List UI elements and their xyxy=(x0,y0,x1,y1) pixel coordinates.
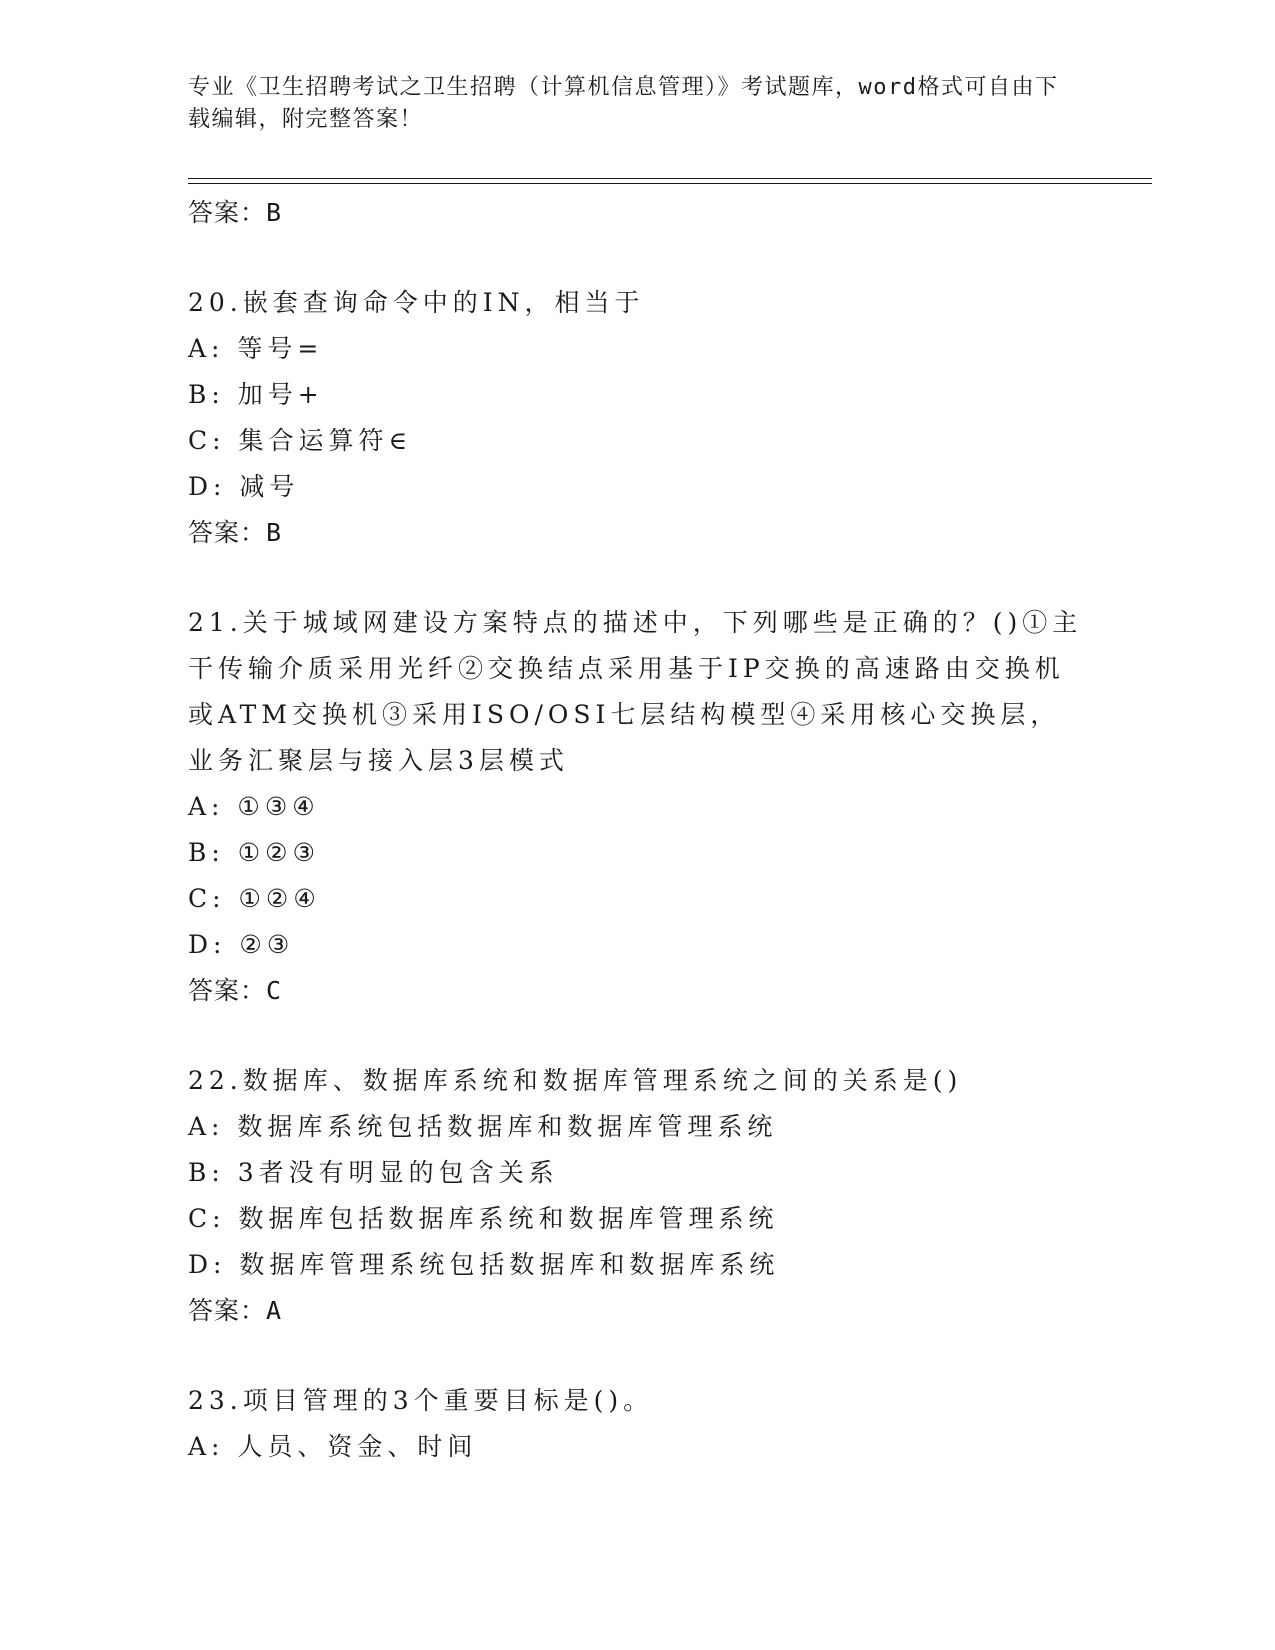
question-block xyxy=(188,1058,1088,1334)
question-text: 22.数据库、数据库系统和数据库管理系统之间的关系是() xyxy=(188,1066,963,1095)
question-text: 23.项目管理的3个重要目标是()。 xyxy=(188,1386,654,1415)
option-d: D: 数据库管理系统包括数据库和数据库系统 xyxy=(188,1250,780,1279)
answer-line xyxy=(188,190,1088,236)
option-a: A: 数据库系统包括数据库和数据库管理系统 xyxy=(188,1112,778,1141)
answer-value: B xyxy=(266,518,283,547)
answer-line xyxy=(188,1288,1088,1334)
option-b: B: 3者没有明显的包含关系 xyxy=(188,1158,559,1187)
option-c: C: 数据库包括数据库系统和数据库管理系统 xyxy=(188,1204,779,1233)
answer-line xyxy=(188,968,1088,1014)
option-b: B: 加号+ xyxy=(188,380,324,409)
option-c: C: ①②④ xyxy=(188,884,321,913)
question-list xyxy=(188,190,1088,1470)
option-d: D: 减号 xyxy=(188,472,300,501)
answer-value: A xyxy=(266,1296,283,1325)
option-b: B: ①②③ xyxy=(188,838,320,867)
question-block xyxy=(188,280,1088,556)
option-a: A: 等号= xyxy=(188,334,324,363)
answer-label: 答案： xyxy=(188,976,267,1005)
answer-value: C xyxy=(266,976,283,1005)
document-header: 专业《卫生招聘考试之卫生招聘（计算机信息管理）》考试题库，word格式可自由下载编辑，附完整答案！ xyxy=(188,75,1059,132)
answer-label: 答案： xyxy=(188,518,267,547)
option-a: A: 人员、资金、时间 xyxy=(188,1432,478,1461)
question-text: 20.嵌套查询命令中的IN，相当于 xyxy=(188,288,645,317)
answer-value: B xyxy=(266,198,283,227)
question-text: 21.关于城域网建设方案特点的描述中，下列哪些是正确的？()①主干传输介质采用光纤②交换结点采用基于IP交换的高速路由交换机或ATM交换机③采用ISO/OSI七层结构模型④采用核心交换层，业务汇聚层与接入层3层模式 xyxy=(188,608,1083,775)
option-c: C: 集合运算符∈ xyxy=(188,426,413,455)
header-divider-top xyxy=(188,178,1152,179)
answer-label: 答案： xyxy=(188,198,267,227)
question-block xyxy=(188,1378,1088,1470)
answer-line xyxy=(188,510,1088,556)
header-divider-bottom xyxy=(188,183,1152,184)
option-a: A: ①③④ xyxy=(188,792,320,821)
question-block xyxy=(188,600,1088,1014)
answer-label: 答案： xyxy=(188,1296,267,1325)
option-d: D: ②③ xyxy=(188,930,295,959)
